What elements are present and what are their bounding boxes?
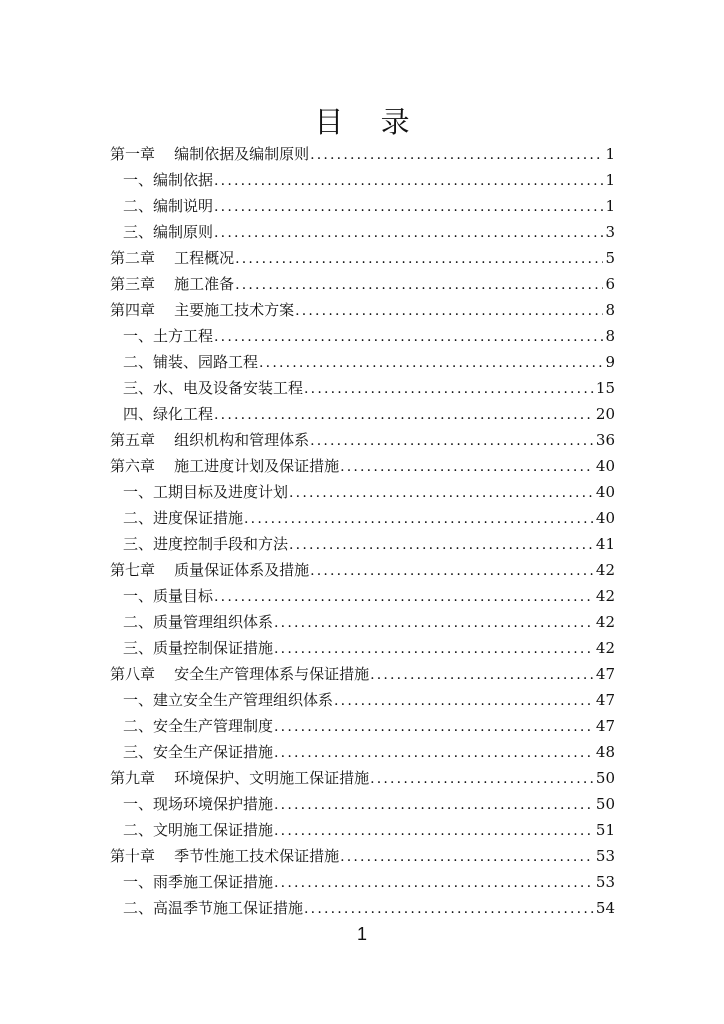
toc-entry-page: 8 (605, 327, 615, 345)
dot-leader (310, 142, 603, 168)
dot-leader (274, 610, 594, 636)
toc-entry-label: 第六章 施工进度计划及保证措施 (110, 457, 340, 475)
toc-entry[interactable] (110, 219, 615, 245)
toc-entry-page: 41 (595, 535, 615, 553)
dot-leader (235, 246, 603, 272)
dot-leader (274, 792, 594, 818)
dot-leader (214, 584, 594, 610)
toc-entry-page: 51 (595, 821, 615, 839)
toc-entry-label: 一、建立安全生产管理组织体系 (123, 691, 334, 709)
toc-entry-label: 二、质量管理组织体系 (123, 613, 274, 631)
dot-leader (214, 168, 603, 194)
toc-entry-label: 二、高温季节施工保证措施 (123, 899, 304, 917)
toc-entry[interactable] (110, 167, 615, 193)
toc-entry[interactable] (110, 869, 615, 895)
toc-entry-label: 二、铺装、园路工程 (123, 353, 259, 371)
toc-entry[interactable] (110, 635, 615, 661)
toc-entry-page: 50 (595, 795, 615, 813)
toc-entry-page: 47 (595, 691, 615, 709)
toc-entry-label: 第四章 主要施工技术方案 (110, 301, 295, 319)
toc-entry-page: 54 (595, 899, 615, 917)
toc-entry-label: 二、进度保证措施 (123, 509, 244, 527)
toc-entry[interactable] (110, 193, 615, 219)
toc-entry[interactable] (110, 843, 615, 869)
dot-leader (310, 428, 594, 454)
toc-entry-page: 9 (605, 353, 615, 371)
dot-leader (340, 454, 594, 480)
toc-entry-page: 42 (595, 561, 615, 579)
toc-entry-page: 1 (605, 145, 615, 163)
toc-entry-label: 二、文明施工保证措施 (123, 821, 274, 839)
toc-entry[interactable] (110, 713, 615, 739)
dot-leader (334, 688, 594, 714)
dot-leader (235, 272, 603, 298)
toc-entry[interactable] (110, 271, 615, 297)
toc-entry[interactable] (110, 661, 615, 687)
dot-leader (289, 480, 594, 506)
toc-entry[interactable] (110, 453, 615, 479)
dot-leader (214, 324, 603, 350)
toc-entry-page: 6 (605, 275, 615, 293)
toc-entry[interactable] (110, 817, 615, 843)
toc-entry[interactable] (110, 557, 615, 583)
dot-leader (340, 844, 594, 870)
toc-entry[interactable] (110, 609, 615, 635)
toc-entry-label: 三、进度控制手段和方法 (123, 535, 289, 553)
toc-entry[interactable] (110, 349, 615, 375)
toc-entry-page: 40 (595, 457, 615, 475)
toc-entry-page: 53 (595, 873, 615, 891)
toc-entry-page: 50 (595, 769, 615, 787)
toc-entry-page: 47 (595, 717, 615, 735)
toc-entry[interactable] (110, 323, 615, 349)
dot-leader (244, 506, 594, 532)
page-number: 1 (356, 924, 367, 944)
dot-leader (304, 376, 594, 402)
toc-entry-page: 5 (605, 249, 615, 267)
dot-leader (304, 896, 594, 922)
toc-entry-page: 53 (595, 847, 615, 865)
toc-entry[interactable] (110, 297, 615, 323)
toc-entry-label: 三、编制原则 (123, 223, 214, 241)
toc-entry-label: 三、水、电及设备安装工程 (123, 379, 304, 397)
dot-leader (370, 766, 594, 792)
toc-entry-label: 一、雨季施工保证措施 (123, 873, 274, 891)
toc-entry-label: 第三章 施工准备 (110, 275, 235, 293)
table-of-contents (110, 141, 615, 921)
dot-leader (259, 350, 603, 376)
toc-entry[interactable] (110, 427, 615, 453)
dot-leader (274, 818, 594, 844)
toc-entry-label: 第八章 安全生产管理体系与保证措施 (110, 665, 370, 683)
toc-entry-page: 8 (605, 301, 615, 319)
toc-entry-label: 一、质量目标 (123, 587, 214, 605)
dot-leader (274, 740, 594, 766)
toc-entry[interactable] (110, 895, 615, 921)
toc-entry-page: 15 (595, 379, 615, 397)
toc-entry-label: 第七章 质量保证体系及措施 (110, 561, 310, 579)
toc-entry-page: 47 (595, 665, 615, 683)
toc-entry-label: 一、现场环境保护措施 (123, 795, 274, 813)
toc-entry[interactable] (110, 531, 615, 557)
toc-entry[interactable] (110, 505, 615, 531)
toc-entry[interactable] (110, 791, 615, 817)
dot-leader (214, 220, 603, 246)
toc-entry-page: 40 (595, 509, 615, 527)
toc-entry-label: 第一章 编制依据及编制原则 (110, 145, 310, 163)
toc-entry-page: 42 (595, 639, 615, 657)
toc-entry-page: 42 (595, 613, 615, 631)
dot-leader (310, 558, 594, 584)
dot-leader (214, 402, 594, 428)
toc-entry[interactable] (110, 687, 615, 713)
toc-entry-label: 一、编制依据 (123, 171, 214, 189)
toc-entry-page: 48 (595, 743, 615, 761)
toc-entry[interactable] (110, 765, 615, 791)
dot-leader (274, 714, 594, 740)
toc-entry-label: 第五章 组织机构和管理体系 (110, 431, 310, 449)
toc-entry[interactable] (110, 375, 615, 401)
toc-entry[interactable] (110, 739, 615, 765)
toc-entry-label: 一、土方工程 (123, 327, 214, 345)
toc-entry-label: 第十章 季节性施工技术保证措施 (110, 847, 340, 865)
dot-leader (295, 298, 603, 324)
dot-leader (289, 532, 594, 558)
toc-entry[interactable] (110, 245, 615, 271)
toc-entry-label: 二、编制说明 (123, 197, 214, 215)
toc-entry-page: 40 (595, 483, 615, 501)
toc-entry-page: 1 (605, 197, 615, 215)
toc-entry[interactable] (110, 479, 615, 505)
dot-leader (214, 194, 603, 220)
dot-leader (370, 662, 594, 688)
toc-entry-page: 42 (595, 587, 615, 605)
toc-entry-page: 20 (595, 405, 615, 423)
toc-entry-label: 三、安全生产保证措施 (123, 743, 274, 761)
toc-entry[interactable] (110, 401, 615, 427)
toc-entry-label: 一、工期目标及进度计划 (123, 483, 289, 501)
toc-entry[interactable] (110, 583, 615, 609)
toc-entry-page: 3 (605, 223, 615, 241)
toc-entry-label: 第二章 工程概况 (110, 249, 235, 267)
toc-entry-page: 1 (605, 171, 615, 189)
dot-leader (274, 870, 594, 896)
toc-entry-label: 三、质量控制保证措施 (123, 639, 274, 657)
toc-entry-label: 四、绿化工程 (123, 405, 214, 423)
toc-entry-page: 36 (595, 431, 615, 449)
toc-entry-label: 二、安全生产管理制度 (123, 717, 274, 735)
toc-entry[interactable] (110, 141, 615, 167)
toc-title: 目 录 (314, 105, 424, 139)
dot-leader (274, 636, 594, 662)
toc-entry-label: 第九章 环境保护、文明施工保证措施 (110, 769, 370, 787)
